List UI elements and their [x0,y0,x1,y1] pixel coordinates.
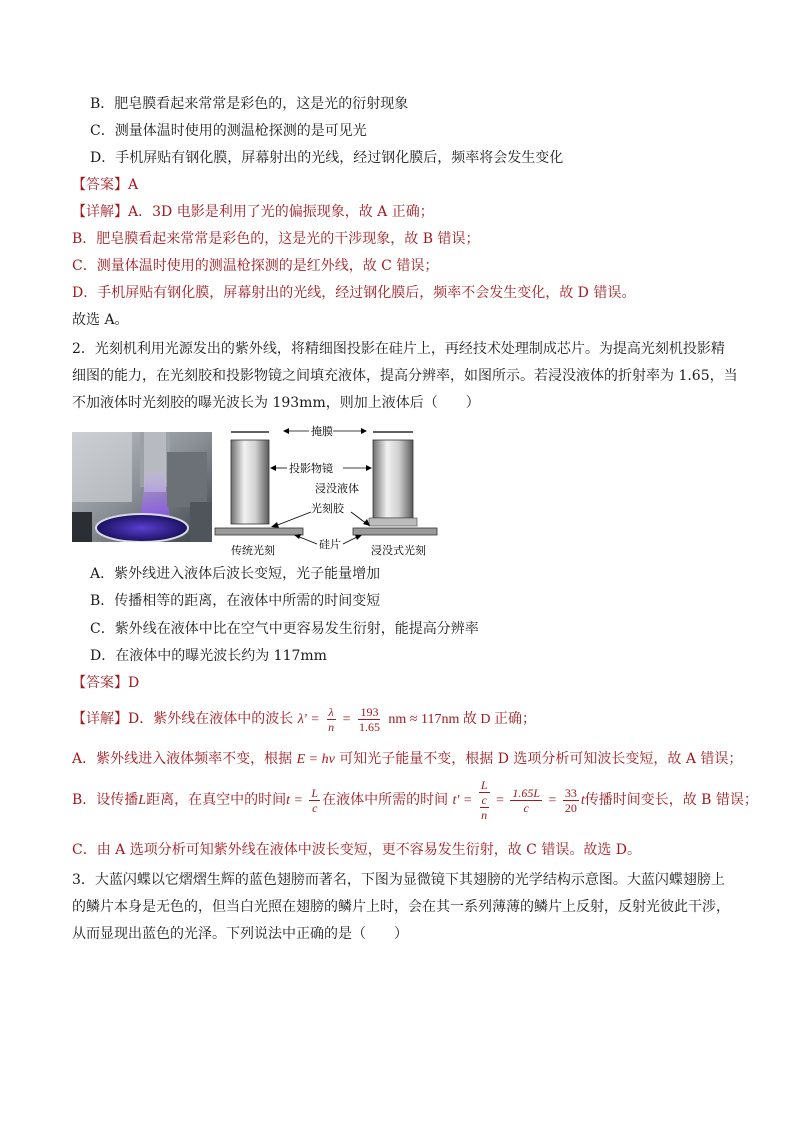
f4-num: 33 [564,785,577,800]
q2-stem-line-3: 不加液体时光刻胶的曝光波长为 193mm，则加上液体后（ ） [72,395,480,411]
q2-detail-b [72,778,758,823]
label-traditional: 传统光刻 [231,544,275,557]
q2-detail-b-suffix: 传播时间变长，故 B 错误； [584,792,758,808]
q2-stem-line-1: 2．光刻机利用光源发出的紫外线，将精细图投影在硅片上，再经技术处理制成芯片。为提高光刻机投影精 [72,341,725,357]
q1-option-d: D．手机屏贴有钢化膜，屏幕射出的光线，经过钢化膜后，频率将会发生变化 [90,150,564,166]
fraction-193-over-165 [357,705,382,734]
energy-formula: E = hν [296,752,335,767]
q2-option-b: B．传播相等的距离，在液体中所需的时间变短 [90,593,381,609]
fraction-L-over-c [309,786,320,815]
f2-num: L [480,778,488,792]
q2-detail-b-prefix: B．设传播 [72,792,139,808]
label-lens: 投影物镜 [289,462,333,475]
frac1-num: λ [328,704,334,719]
label-liquid: 浸没液体 [315,482,359,495]
frac2-num: 193 [360,704,379,719]
q3-stem-line-3: 从而显现出蓝色的光泽。下列说法中正确的是（ ） [72,926,408,942]
q2-option-c: C．紫外线在液体中比在空气中更容易发生衍射，能提高分辨率 [90,621,479,637]
fraction-165L-over-c [510,786,542,815]
var-t-prime: t' = [452,793,473,808]
q2-stem-line-2: 细图的能力，在光刻胶和投影物镜之间填充液体，提高分辨率，如图所示。若浸没液体的折射率为 1.65，当 [72,368,738,384]
q1-detail-c: C．测量体温时使用的测温枪探测的是红外线，故 C 错误； [72,258,439,274]
q2-option-a: A．紫外线进入液体后波长变短，光子能量增加 [90,566,381,582]
label-wafer: 硅片 [319,538,341,551]
fraction-L-over-c-over-n [479,778,490,822]
q1-detail-a: 【详解】A．3D 电影是利用了光的偏振现象，故 A 正确； [72,204,434,220]
q2-detail-a [72,749,742,770]
var-L: L [138,793,147,808]
q2-detail-b-mid1: 距离，在真空中的时间 [146,792,287,808]
eq1: = [495,793,504,808]
f4-den: 20 [564,800,577,815]
lambda-prime: λ' = [297,712,320,727]
q1-answer: 【答案】A [72,177,139,193]
lithography-photo [72,432,212,542]
q1-detail-d: D．手机屏贴有钢化膜，屏幕射出的光线，经过钢化膜后，频率不会发生变化，故 D 错误。 [72,285,636,301]
label-resist: 光刻胶 [311,502,344,515]
eq-sign: = [342,712,351,727]
f1-num: L [311,785,319,800]
lithography-diagram [213,420,445,558]
q3-stem-line-2: 的鳞片本身是无色的，但当白光照在翅膀的鳞片上时，会在其一系列薄薄的鳞片上反射，反射光彼此干涉， [72,899,730,915]
q1-option-c: C．测量体温时使用的测温枪探测的是可见光 [90,123,367,139]
q2-detail-c: C．由 A 选项分析可知紫外线在液体中波长变短，更不容易发生衍射，故 C 错误。故选 D。 [72,842,642,858]
fraction-lambda-over-n [326,705,336,734]
q1-detail-b: B．肥皂膜看起来常常是彩色的，这是光的干涉现象，故 B 错误； [72,231,480,247]
q2-detail-d-suffix: nm ≈ 117nm 故 D 正确； [388,712,536,727]
var-t-end: t [580,793,585,808]
q2-answer: 【答案】D [72,675,140,691]
label-mask: 掩膜 [311,425,333,438]
frac1-den: n [328,719,335,734]
q3-stem-line-1: 3．大蓝闪蝶以它熠熠生辉的蓝色翅膀而著名，下图为显微镜下其翅膀的光学结构示意图。大蓝闪蝶翅膀上 [72,872,725,888]
q2-detail-a-prefix: A．紫外线进入液体频率不变，根据 [72,751,293,767]
frac2-den: 1.65 [358,719,380,734]
f2-den [480,793,489,822]
q2-detail-b-mid2: 在液体中所需的时间 [322,792,449,808]
var-t: t = [286,793,303,808]
f2-den-num: c [481,793,487,807]
label-immersion: 浸没式光刻 [371,544,426,557]
q2-detail-d-prefix: 【详解】D．紫外线在液体中的波长 [72,711,294,727]
fraction-33-over-20 [563,786,579,815]
f3-den: c [523,800,529,815]
eq2: = [548,793,557,808]
q1-option-b: B．肥皂膜看起来常常是彩色的，这是光的衍射现象 [90,96,409,112]
q2-detail-d [72,704,536,735]
f3-num: 1.65L [512,785,541,800]
q2-option-d: D．在液体中的曝光波长约为 117mm [90,648,327,664]
f1-den: c [312,800,318,815]
f2-den-den: n [481,808,488,822]
q2-detail-a-suffix: 可知光子能量不变，根据 D 选项分析可知波长变短，故 A 错误； [339,751,743,767]
q1-conclusion: 故选 A。 [72,312,129,328]
